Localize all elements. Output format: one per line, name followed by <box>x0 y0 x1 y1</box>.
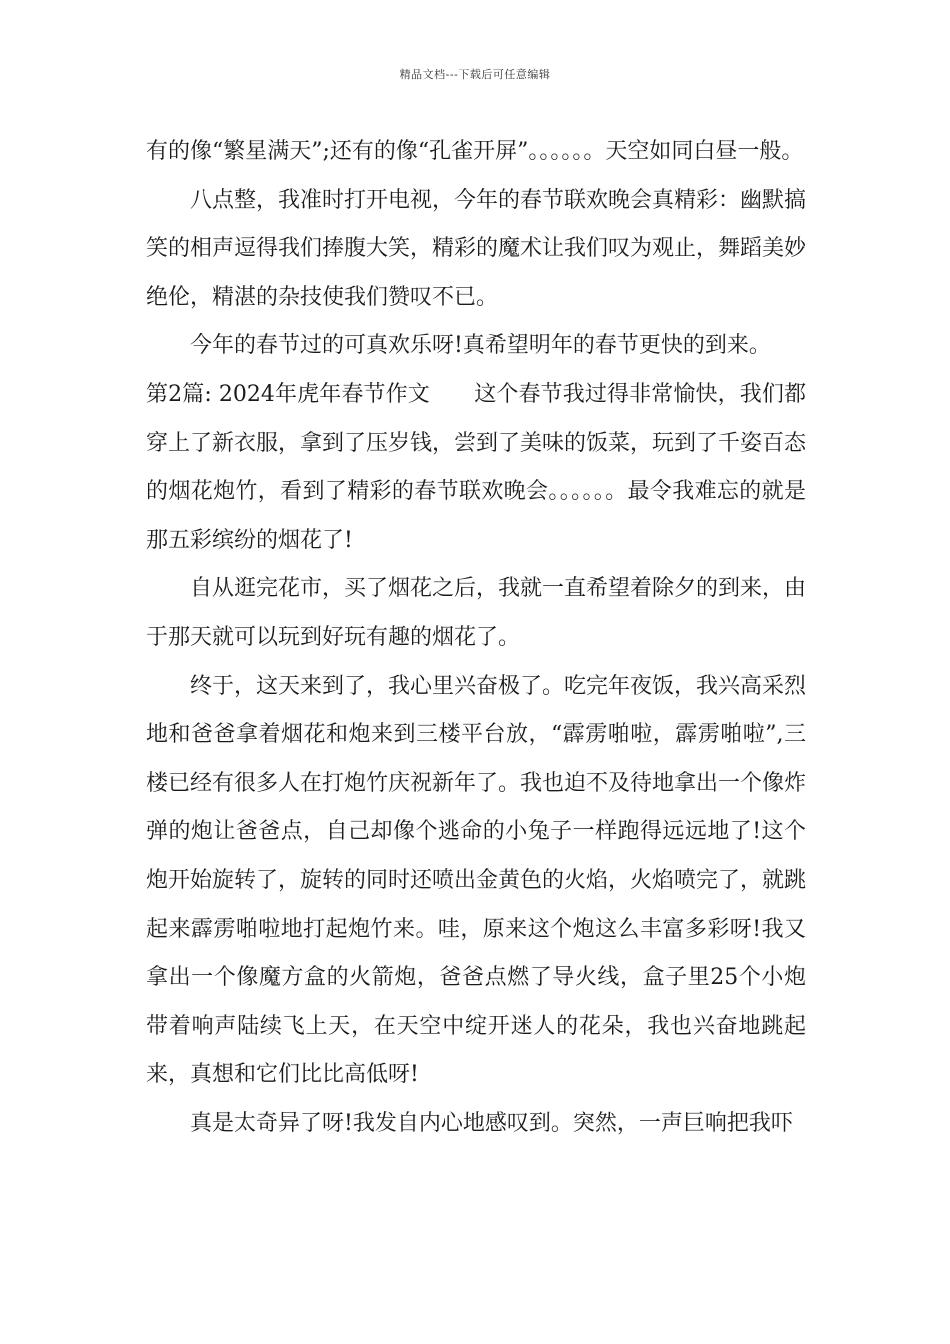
paragraph-2: 八点整，我准时打开电视，今年的春节联欢晚会真精彩：幽默搞笑的相声逗得我们捧腹大笑，精彩的魔术让我们叹为观止，舞蹈美妙绝伦，精湛的杂技使我们赞叹不已。 <box>146 187 807 310</box>
paragraph-7: 真是太奇异了呀!我发自内心地感叹到。突然，一声巨响把我吓 <box>190 1110 793 1136</box>
paragraph-3: 今年的春节过的可真欢乐呀!真希望明年的春节更快的到来。 <box>190 333 771 359</box>
paragraph-4: 第2篇: 2024年虎年春节作文 这个春节我过得非常愉快，我们都穿上了新衣服，拿到了压岁钱，尝到了美味的饭菜，玩到了千姿百态的烟花炮竹，看到了精彩的春节联欢晚会。。。。。。最令我难忘的就是那五彩缤纷的烟花了! <box>146 381 807 553</box>
paragraph-6: 终于，这天来到了，我心里兴奋极了。吃完年夜饭，我兴高采烈地和爸爸拿着烟花和炮来到三楼平台放，“霹雳啪啦，霹雳啪啦”,三楼已经有很多人在打炮竹庆祝新年了。我也迫不及待地拿出一个像炸弹的炮让爸爸点，自己却像个逃命的小兔子一样跑得远远地了!这个炮开始旋转了，旋转的同时还喷出金黄色的火焰，火焰喷完了，就跳起来霹雳啪啦地打起炮竹来。哇，原来这个炮这么丰富多彩呀!我又拿出一个像魔方盒的火箭炮，爸爸点燃了导火线，盒子里25个小炮带着响声陆续飞上天，在天空中绽开迷人的花朵，我也兴奋地跳起来，真想和它们比比高低呀! <box>146 673 807 1088</box>
paragraph-5: 自从逛完花市，买了烟花之后，我就一直希望着除夕的到来，由于那天就可以玩到好玩有趣的烟花了。 <box>146 576 807 650</box>
page-header: 精品文档---下载后可任意编辑 <box>399 68 551 81</box>
paragraph-1: 有的像“繁星满天”;还有的像“孔雀开屏”。。。。。。天空如同白昼一般。 <box>146 139 804 164</box>
document-body <box>146 128 806 1148</box>
